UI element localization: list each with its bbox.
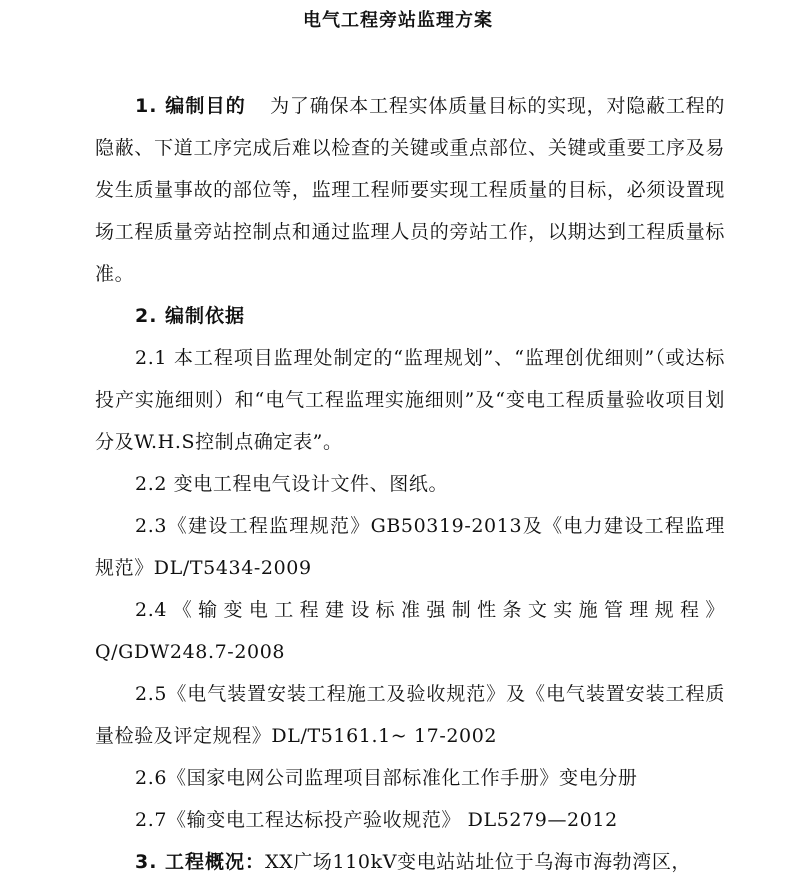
section-3-heading: 3. 工程概况： [135, 851, 266, 873]
section-3-paragraph [95, 841, 725, 883]
section-1-text: 为了确保本工程实体质量目标的实现，对隐蔽工程的隐蔽、下道工序完成后难以检查的关键或重点部位、关键或重要工序及易发生质量事故的部位等，监理工程师要实现工程质量的目标，必须设置现场工程质量旁站控制点和通过监理人员的旁站工作，以期达到工程质量标准。 [95, 95, 725, 285]
basis-item: 2.4《输变电工程建设标准强制性条文实施管理规程》Q/GDW248.7-2008 [95, 599, 725, 663]
basis-item: 2.5《电气装置安装工程施工及验收规范》及《电气装置安装工程质量检验及评定规程》DL/T5161.1~ 17-2002 [95, 683, 725, 747]
section-3-text: XX广场110kV变电站站址位于乌海市海勃湾区， [265, 851, 692, 873]
document-body [95, 85, 725, 883]
basis-item: 2.1 本工程项目监理处制定的“监理规划”、“监理创优细则”（或达标投产实施细则）和“电气工程监理实施细则”及“变电工程质量验收项目划分及W.H.S控制点确定表”。 [95, 347, 725, 453]
basis-item: 2.2 变电工程电气设计文件、图纸。 [135, 473, 449, 495]
section-1-paragraph [95, 85, 725, 295]
section-2-heading-paragraph [95, 295, 725, 337]
basis-item: 2.7《输变电工程达标投产验收规范》 DL5279—2012 [135, 809, 618, 831]
basis-item: 2.3《建设工程监理规范》GB50319-2013及《电力建设工程监理规范》DL/T5434-2009 [95, 515, 725, 579]
section-1-heading: 1. 编制目的 [135, 95, 246, 117]
document-title: 电气工程旁站监理方案 [303, 10, 493, 31]
basis-item: 2.6《国家电网公司监理项目部标准化工作手册》变电分册 [135, 767, 638, 789]
section-2-heading: 2. 编制依据 [135, 305, 246, 327]
